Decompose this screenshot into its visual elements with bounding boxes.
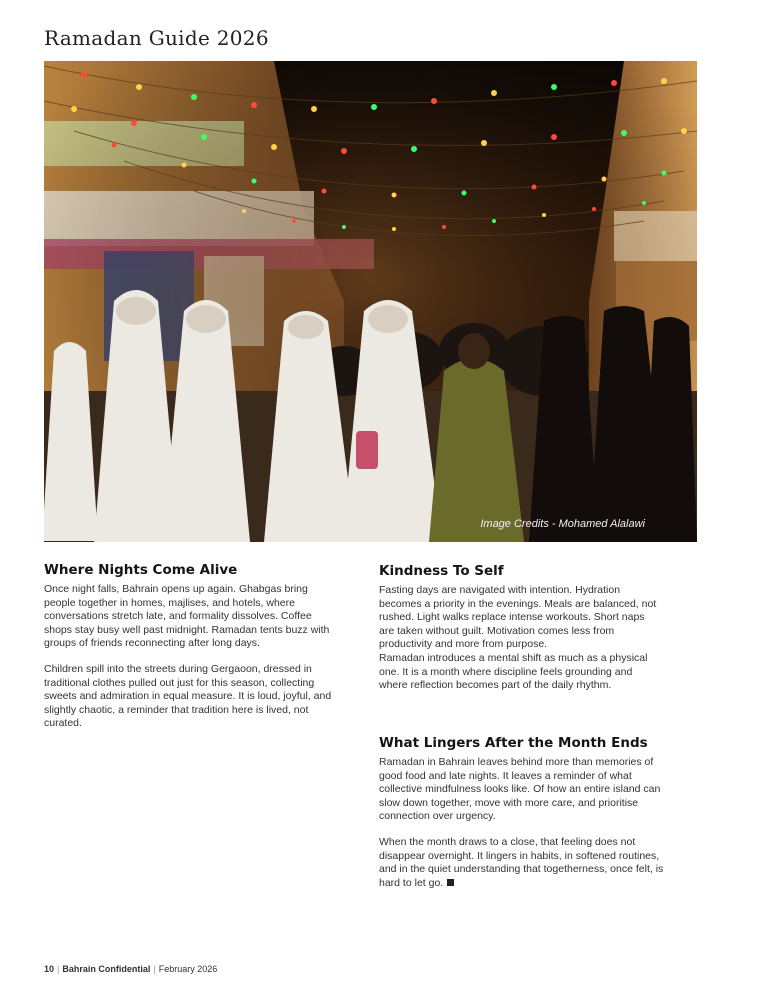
page-number: 10 <box>44 964 55 974</box>
issue-date: February 2026 <box>158 964 218 974</box>
magazine-name: Bahrain Confidential <box>62 964 151 974</box>
page-footer: 10 | Bahrain Confidential | February 2026 <box>44 964 218 974</box>
lingers-paragraph-1: Ramadan in Bahrain leaves behind more than memories of good food and late nights. It leaves a reminder of what collective mindfulness looks like. Of how an entire island can slow down together, move with more care, and prioritise connection over urgency. <box>379 756 661 823</box>
section-heading-kindness: Kindness To Self <box>379 563 504 579</box>
nights-paragraph-1: Once night falls, Bahrain opens up again. Ghabgas bring people together in homes, majlises, and hotels, where conversations stretch late, and formality dissolves. Coffee shops stay busy well past midnight. Ramadan tents buzz with groups of friends reconnecting after long days. <box>44 583 330 650</box>
street-night-photo <box>44 61 697 542</box>
section-heading-nights: Where Nights Come Alive <box>44 562 238 578</box>
nights-paragraph-2: Children spill into the streets during Gergaoon, dressed in traditional clothes pulled out just for this season, collecting sweets and admiration in equal measure. It is loud, joyful, and slightly chaotic, a reminder that tradition here is lived, not curated. <box>44 663 332 730</box>
page-title: Ramadan Guide 2026 <box>44 26 269 50</box>
photo-credit: Image Credits - Mohamed Alalawi <box>480 518 645 530</box>
end-of-article-mark <box>447 879 454 886</box>
kindness-paragraph-2: Ramadan introduces a mental shift as much as a physical one. It is a month where discipline feels grounding and where reflection becomes part of the daily rhythm. <box>379 652 648 692</box>
festival-scene-illustration <box>44 61 697 542</box>
section-heading-lingers: What Lingers After the Month Ends <box>379 735 648 751</box>
lingers-paragraph-2 <box>379 836 669 890</box>
lingers-paragraph-2-text: When the month draws to a close, that feeling does not disappear overnight. It lingers in habits, in softened routines, and in the quiet understanding that togetherness, once felt, is hard to let go. <box>379 836 664 889</box>
kindness-paragraph-1: Fasting days are navigated with intention. Hydration becomes a priority in the evenings. Meals are balanced, not rushed. Light walks replace intense workouts. Short naps are taken without guilt. Motivation comes less from productivity and more from purpose. <box>379 584 657 651</box>
